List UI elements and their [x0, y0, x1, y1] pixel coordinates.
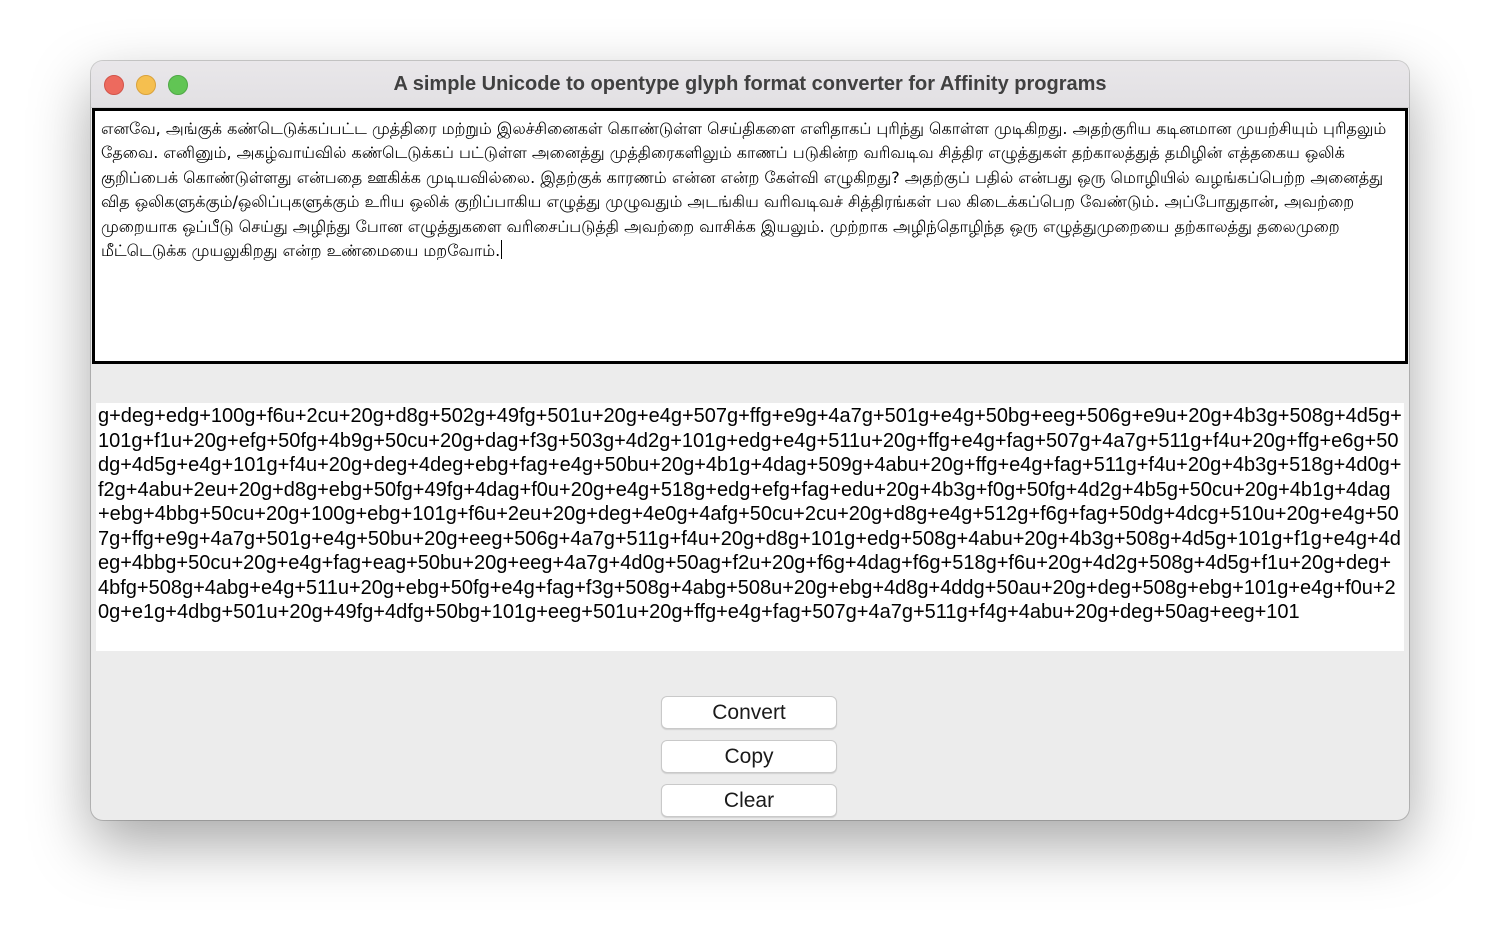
unicode-input-textarea[interactable] — [92, 108, 1408, 364]
title-bar[interactable] — [91, 61, 1409, 108]
clear-button[interactable]: Clear — [661, 784, 837, 817]
text-cursor — [501, 240, 502, 259]
convert-button[interactable]: Convert — [661, 696, 837, 729]
window-title: A simple Unicode to opentype glyph format converter for Affinity programs — [393, 73, 1107, 95]
app-window — [91, 61, 1409, 820]
copy-button[interactable]: Copy — [661, 740, 837, 773]
glyph-output-textarea[interactable] — [96, 403, 1404, 651]
glyph-output-text: g+deg+edg+100g+f6u+2cu+20g+d8g+502g+49fg+501u+20g+e4g+507g+ffg+e9g+4a7g+501g+e4g+50bg+eeg+506g+e9u+20g+4b3g+508g+4d5g+101g+f1u+20g+efg+50fg+4b9g+50cu+20g+dag+f3g+503g+4d2g+101g+edg+e4g+511u+20g+ffg+e4g+fag+507g+4a7g+511g+f4u+20g+ffg+e6g+50dg+4d5g+e4g+101g+f4u+20g+deg+4deg+ebg+fag+e4g+50bu+20g+4b1g+4dag+509g+4abu+20g+ffg+e4g+fag+511g+f4u+20g+4b3g+518g+4d0g+f2g+4abu+2eu+20g+d8g+ebg+50fg+49fg+4dag+f0u+20g+e4g+518g+edg+efg+fag+edu+20g+4b3g+f0g+50fg+4d2g+4b5g+50cu+20g+4b1g+4dag+ebg+4bbg+50cu+20g+100g+ebg+101g+f6u+2eu+20g+deg+4e0g+4afg+50cu+2cu+20g+d8g+e4g+512g+f6g+fag+50dg+4dcg+510u+20g+e4g+507g+ffg+e9g+4a7g+501g+e4g+50bu+20g+eeg+506g+4a7g+511g+f4u+20g+d8g+101g+edg+508g+4abu+20g+4b3g+508g+4d5g+101g+f1g+e4g+4deg+4bbg+50cu+20g+e4g+fag+eag+50bu+20g+eeg+4a7g+4d0g+50ag+f2u+20g+f6g+4dag+f6g+518g+f6u+20g+4d2g+508g+4d5g+f1u+20g+deg+4bfg+508g+4abg+e4g+511u+20g+ebg+50fg+e4g+fag+f3g+508g+4abg+508u+20g+ebg+4d8g+4ddg+50au+20g+deg+508g+ebg+101g+e4g+f0u+20g+e1g+4dbg+501u+20g+49fg+4dfg+50bg+101g+eeg+501u+20g+ffg+e4g+fag+507g+4a7g+511g+f4g+4abu+20g+deg+50ag+eeg+101 — [98, 405, 1402, 623]
unicode-input-text: எனவே, அங்குக் கண்டெடுக்கப்பட்ட முத்திரை மற்றும் இலச்சினைகள் கொண்டுள்ள செய்திகளை எளிதாகப் புரிந்து கொள்ள முடிகிறது. அதற்குரிய கடினமான முயற்சியும் புரிதலும் தேவை. எனினும், அகழ்வாய்வில் கண்டெடுக்கப் பட்டுள்ள அனைத்து முத்திரைகளிலும் காணப் படுகின்ற வரிவடிவ சித்திர எழுத்துகள் தற்காலத்துத் தமிழின் எத்தகைய ஒலிக் குறிப்பைக் கொண்டுள்ளது என்பதை ஊகிக்க முடியவில்லை. இதற்குக் காரணம் என்ன என்ற கேள்வி எழுகிறது? அதற்குப் பதில் என்பது ஒரு மொழியில் வழங்கப்பெற்ற அனைத்து வித ஒலிகளுக்கும்/ஒலிப்புகளுக்கும் உரிய ஒலிக் குறிப்பாகிய எழுத்து முழுவதும் அடங்கிய வரிவடிவச் சித்திரங்கள் பல கிடைக்கப்பெற வேண்டும். அப்போதுதான், அவற்றை முறையாக ஒப்பீடு செய்து அழிந்து போன எழுத்துகளை வரிசைப்படுத்தி அவற்றை வாசிக்க இயலும். முற்றாக அழிந்தொழிந்த ஒரு எழுத்துமுறையை தற்காலத்து தலைமுறை மீட்டெடுக்க முயலுகிறது என்ற உண்மையை மறவோம். — [101, 119, 1387, 261]
